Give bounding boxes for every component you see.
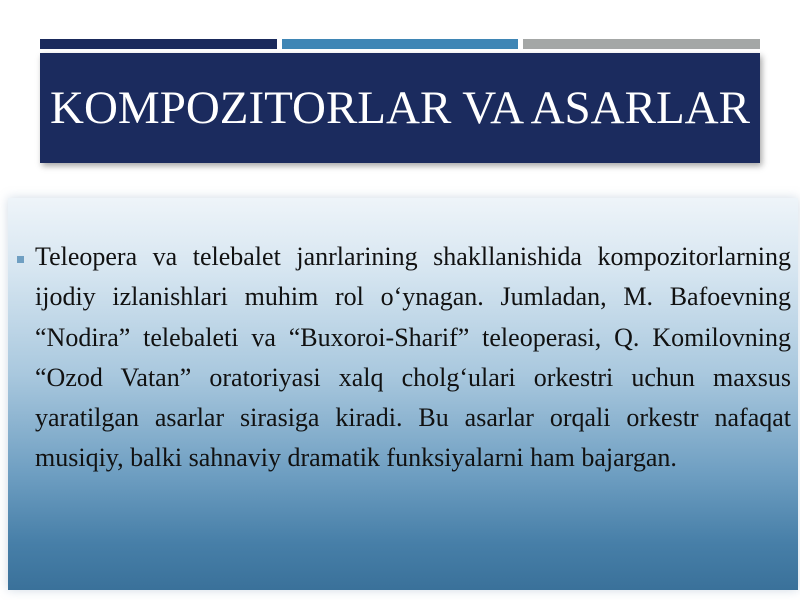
body-paragraph: Teleopera va telebalet janrlarining shakllanishida kompozitorlarning ijodiy izlanishlari muhim rol o‘ynagan. Jumladan, M. Bafoevning “Nodira” telebaleti va “Buxoroi-Sharif” teleoperasi, Q. Komilovning “Ozod Vatan” oratoriyasi xalq cholg‘ulari orkestri uchun maxsus yaratilgan asarlar sirasiga kiradi. Bu asarlar orqali orkestr nafaqat musiqiy, balki sahnaviy dramatik funksiyalarni ham bajargan.	[35, 242, 791, 473]
square-bullet-icon	[17, 256, 24, 263]
title-banner	[40, 53, 760, 163]
accent-bar-dark-blue	[40, 39, 277, 49]
accent-bar-light-blue	[282, 39, 518, 49]
slide-title: KOMPOZITORLAR VA ASARLAR	[50, 82, 750, 134]
accent-bar-gray	[523, 39, 760, 49]
